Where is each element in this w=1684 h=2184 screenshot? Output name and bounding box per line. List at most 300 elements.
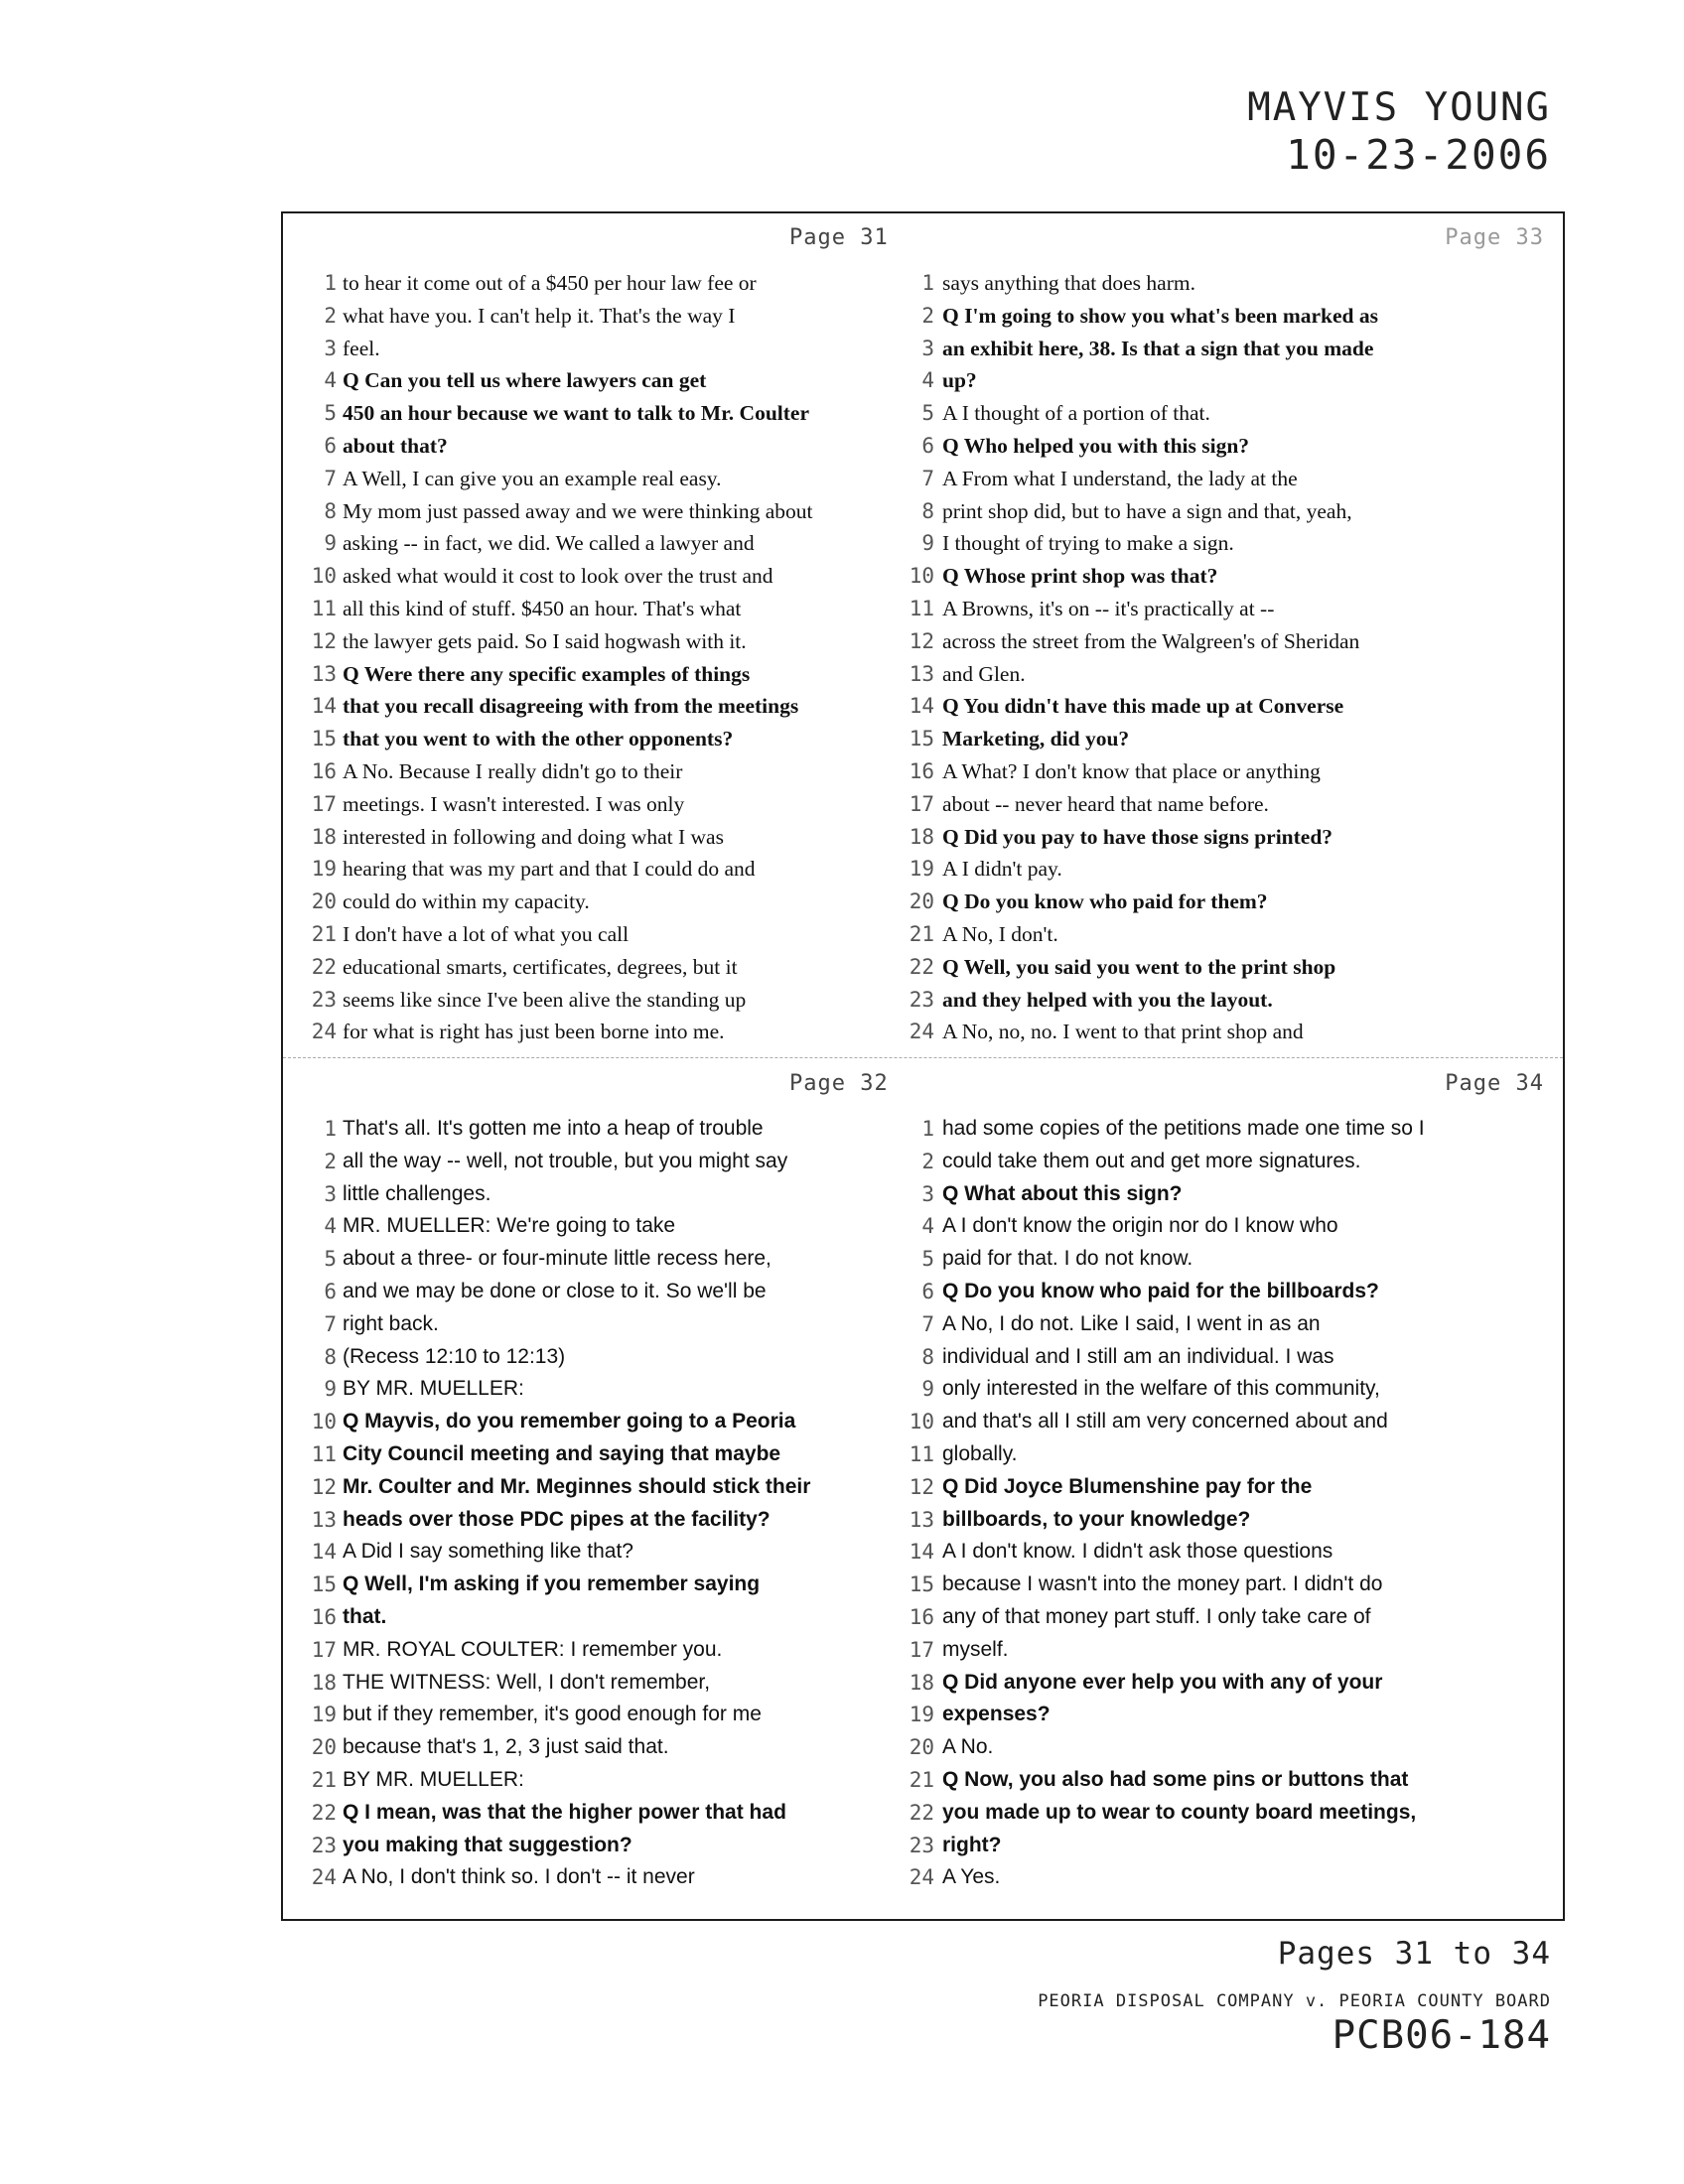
transcript-line <box>909 1601 1554 1634</box>
line-number: 16 <box>311 1604 337 1629</box>
transcript-line <box>283 1243 914 1276</box>
transcript-line <box>283 397 914 430</box>
line-text: that you went to with the other opponents? <box>343 727 734 751</box>
line-number: 2 <box>324 303 337 328</box>
line-text: all this kind of stuff. $450 an hour. That's what <box>343 596 742 620</box>
line-text: an exhibit here, 38. Is that a sign that you made <box>942 336 1374 360</box>
line-text: you made up to wear to county board meetings, <box>942 1800 1417 1824</box>
line-text: Q Well, I'm asking if you remember saying <box>343 1572 761 1596</box>
line-text: across the street from the Walgreen's of Sheridan <box>942 628 1360 653</box>
line-text: Marketing, did you? <box>942 727 1130 751</box>
line-number: 19 <box>311 857 337 882</box>
transcript-line <box>922 300 1554 333</box>
transcript-line <box>909 1471 1554 1504</box>
line-text: myself. <box>942 1637 1009 1661</box>
line-number: 14 <box>311 1540 337 1565</box>
line-number: 16 <box>311 758 337 783</box>
line-number: 24 <box>311 1865 337 1890</box>
line-number: 11 <box>909 1441 934 1466</box>
line-number: 17 <box>909 1637 934 1662</box>
line-text: and we may be done or close to it. So we'll be <box>343 1279 767 1302</box>
transcript-line <box>922 1243 1554 1276</box>
transcript-line <box>909 1569 1554 1601</box>
line-text: BY MR. MUELLER: <box>343 1767 524 1791</box>
transcript-line <box>283 364 914 397</box>
line-number: 15 <box>311 1572 337 1597</box>
transcript-line <box>909 1016 1554 1048</box>
transcript-line <box>283 1178 914 1211</box>
line-text: Q Well, you said you went to the print shop <box>942 954 1336 979</box>
line-text: I don't have a lot of what you call <box>343 921 630 946</box>
transcript-line <box>922 430 1554 463</box>
line-number: 8 <box>921 498 934 523</box>
line-number: 1 <box>324 1117 337 1141</box>
line-number: 11 <box>311 1441 337 1466</box>
line-number: 4 <box>324 1214 337 1239</box>
line-number: 20 <box>311 889 337 914</box>
line-text: individual and I still am an individual. I was <box>942 1344 1334 1368</box>
line-number: 2 <box>921 1149 934 1173</box>
line-text: billboards, to your knowledge? <box>942 1507 1251 1531</box>
transcript-line <box>283 430 914 463</box>
line-number: 10 <box>311 1410 337 1434</box>
line-text: (Recess 12:10 to 12:13) <box>343 1344 566 1368</box>
line-text: A From what I understand, the lady at the <box>942 466 1298 490</box>
line-text: Q Mayvis, do you remember going to a Peoria <box>343 1410 796 1433</box>
transcript-line <box>283 951 914 984</box>
line-text: A What? I don't know that place or anything <box>942 758 1321 783</box>
transcript-line <box>283 1373 914 1406</box>
transcript-line <box>922 527 1554 560</box>
line-number: 11 <box>909 596 934 620</box>
line-text: to hear it come out of a $450 per hour law fee or <box>343 271 757 295</box>
line-number: 14 <box>909 694 934 719</box>
line-number: 20 <box>909 889 934 914</box>
line-text: only interested in the welfare of this community, <box>942 1377 1380 1401</box>
transcript-line <box>283 788 914 821</box>
line-number: 10 <box>909 564 934 589</box>
line-number: 1 <box>324 271 337 295</box>
line-text: seems like since I've been alive the standing up <box>343 987 747 1012</box>
line-text: BY MR. MUELLER: <box>343 1377 524 1401</box>
deposition-date: 10-23-2006 <box>1286 131 1551 179</box>
page-label: Page 33 <box>1445 225 1544 250</box>
transcript-line <box>283 593 914 625</box>
line-number: 1 <box>921 1117 934 1141</box>
transcript-line <box>283 300 914 333</box>
transcript-line <box>283 1569 914 1601</box>
transcript-page-32 <box>283 1059 914 1903</box>
transcript-lines <box>283 1113 914 1894</box>
line-text: expenses? <box>942 1703 1051 1726</box>
line-text: could do within my capacity. <box>343 889 590 914</box>
transcript-line <box>922 1276 1554 1308</box>
transcript-line <box>922 1113 1554 1146</box>
line-text: Q Do you know who paid for them? <box>942 889 1268 914</box>
line-number: 10 <box>311 564 337 589</box>
transcript-lines <box>909 267 1554 1048</box>
line-text: paid for that. I do not know. <box>942 1247 1193 1271</box>
line-text: Q Did anyone ever help you with any of your <box>942 1670 1383 1694</box>
line-text: A No, I don't. <box>942 921 1058 946</box>
transcript-line <box>283 1667 914 1700</box>
line-number: 3 <box>324 336 337 360</box>
transcript-line <box>909 755 1554 788</box>
transcript-line <box>283 1308 914 1341</box>
line-number: 21 <box>909 1767 934 1792</box>
transcript-line <box>283 495 914 528</box>
line-number: 7 <box>921 466 934 490</box>
transcript-line <box>909 1406 1554 1438</box>
line-text: right back. <box>343 1311 439 1335</box>
transcript-line <box>283 625 914 658</box>
transcript-line <box>283 527 914 560</box>
line-number: 22 <box>311 1800 337 1825</box>
transcript-line <box>909 788 1554 821</box>
line-text: My mom just passed away and we were thinking about <box>343 498 813 523</box>
line-number: 6 <box>324 1279 337 1303</box>
line-text: THE WITNESS: Well, I don't remember, <box>343 1670 711 1694</box>
line-number: 16 <box>909 758 934 783</box>
transcript-line <box>909 886 1554 918</box>
transcript-line <box>909 1830 1554 1862</box>
transcript-line <box>283 821 914 854</box>
line-text: City Council meeting and saying that maybe <box>343 1441 781 1465</box>
line-number: 24 <box>311 1020 337 1044</box>
line-number: 24 <box>909 1865 934 1890</box>
line-number: 5 <box>921 401 934 426</box>
transcript-line <box>283 1113 914 1146</box>
line-number: 16 <box>909 1604 934 1629</box>
line-number: 22 <box>311 954 337 979</box>
page-label: Page 34 <box>1445 1071 1544 1096</box>
line-number: 14 <box>909 1540 934 1565</box>
transcript-line <box>283 1764 914 1797</box>
transcript-line <box>922 1373 1554 1406</box>
transcript-line <box>909 918 1554 951</box>
line-number: 6 <box>921 1279 934 1303</box>
line-number: 7 <box>324 1311 337 1336</box>
line-number: 17 <box>909 791 934 816</box>
transcript-line <box>909 690 1554 723</box>
line-number: 6 <box>921 433 934 458</box>
transcript-line <box>909 951 1554 984</box>
line-number: 21 <box>909 921 934 946</box>
line-number: 5 <box>324 1247 337 1272</box>
line-text: right? <box>942 1833 1002 1856</box>
transcript-line <box>283 1830 914 1862</box>
transcript-line <box>283 723 914 755</box>
line-text: A Well, I can give you an example real easy. <box>343 466 722 490</box>
line-number: 3 <box>921 336 934 360</box>
line-number: 10 <box>909 1410 934 1434</box>
transcript-line <box>283 1504 914 1537</box>
line-text: Mr. Coulter and Mr. Meginnes should stick their <box>343 1474 811 1498</box>
line-text: Q Do you know who paid for the billboards? <box>942 1279 1379 1302</box>
line-text: could take them out and get more signatures. <box>942 1149 1361 1172</box>
transcript-line <box>283 1406 914 1438</box>
line-number: 13 <box>909 1507 934 1532</box>
line-text: about a three- or four-minute little recess here, <box>343 1247 772 1271</box>
transcript-line <box>922 1146 1554 1178</box>
line-number: 4 <box>324 368 337 393</box>
transcript-line <box>922 1308 1554 1341</box>
line-text: Q Whose print shop was that? <box>942 564 1218 589</box>
line-text: Q Did you pay to have those signs printed? <box>942 824 1333 849</box>
line-number: 24 <box>909 1020 934 1044</box>
transcript-line <box>283 463 914 495</box>
line-number: 9 <box>324 1377 337 1402</box>
transcript-line <box>283 1699 914 1731</box>
line-text: 450 an hour because we want to talk to Mr. Coulter <box>343 401 809 426</box>
transcript-line <box>283 560 914 593</box>
line-number: 6 <box>324 433 337 458</box>
line-number: 3 <box>921 1181 934 1206</box>
line-text: had some copies of the petitions made one time so I <box>942 1117 1425 1140</box>
line-text: A No. Because I really didn't go to their <box>343 758 683 783</box>
line-number: 23 <box>909 1833 934 1857</box>
line-number: 20 <box>311 1735 337 1760</box>
transcript-line <box>922 397 1554 430</box>
line-number: 9 <box>324 531 337 556</box>
line-text: hearing that was my part and that I could do and <box>343 857 756 882</box>
transcript-line <box>283 1536 914 1569</box>
line-number: 23 <box>311 1833 337 1857</box>
transcript-page-34 <box>909 1059 1554 1903</box>
transcript-line <box>283 1861 914 1894</box>
line-text: because that's 1, 2, 3 just said that. <box>343 1735 669 1759</box>
line-text: any of that money part stuff. I only take care of <box>942 1604 1371 1628</box>
line-number: 13 <box>909 661 934 686</box>
line-number: 12 <box>909 1474 934 1499</box>
line-text: Q Were there any specific examples of things <box>343 661 751 686</box>
transcript-line <box>922 495 1554 528</box>
transcript-line <box>922 267 1554 300</box>
transcript-line <box>283 853 914 886</box>
line-number: 15 <box>909 727 934 751</box>
line-number: 9 <box>921 531 934 556</box>
transcript-line <box>909 723 1554 755</box>
line-number: 17 <box>311 1637 337 1662</box>
line-number: 8 <box>324 498 337 523</box>
line-text: Q Did Joyce Blumenshine pay for the <box>942 1474 1313 1498</box>
line-number: 8 <box>324 1344 337 1369</box>
line-text: the lawyer gets paid. So I said hogwash with it. <box>343 628 747 653</box>
transcript-lines <box>909 1113 1554 1894</box>
transcript-line <box>283 1341 914 1374</box>
transcript-line <box>909 625 1554 658</box>
line-text: Q What about this sign? <box>942 1181 1183 1205</box>
line-number: 11 <box>311 596 337 620</box>
line-number: 5 <box>921 1247 934 1272</box>
transcript-line <box>909 1504 1554 1537</box>
line-text: Q Who helped you with this sign? <box>942 433 1250 458</box>
line-number: 7 <box>324 466 337 490</box>
line-text: asking -- in fact, we did. We called a lawyer and <box>343 531 755 556</box>
line-number: 12 <box>311 1474 337 1499</box>
transcript-line <box>909 1536 1554 1569</box>
line-number: 12 <box>311 628 337 653</box>
line-text: you making that suggestion? <box>343 1833 632 1856</box>
line-text: Q I'm going to show you what's been marked as <box>942 303 1379 328</box>
line-number: 18 <box>909 824 934 849</box>
transcript-line <box>283 1731 914 1764</box>
transcript-line <box>909 1764 1554 1797</box>
line-text: says anything that does harm. <box>942 271 1195 295</box>
line-number: 23 <box>311 987 337 1012</box>
transcript-line <box>283 886 914 918</box>
transcript-line <box>283 1276 914 1308</box>
transcript-line <box>922 333 1554 365</box>
line-text: globally. <box>942 1441 1018 1465</box>
transcript-line <box>922 463 1554 495</box>
line-text: A I didn't pay. <box>942 857 1062 882</box>
line-number: 21 <box>311 1767 337 1792</box>
line-text: Q Now, you also had some pins or buttons that <box>942 1767 1409 1791</box>
line-text: Q You didn't have this made up at Converse <box>942 694 1344 719</box>
quadrant-divider <box>283 1057 1563 1058</box>
line-number: 23 <box>909 987 934 1012</box>
line-text: little challenges. <box>343 1181 491 1205</box>
line-number: 1 <box>921 271 934 295</box>
line-text: MR. MUELLER: We're going to take <box>343 1214 676 1238</box>
line-text: Q Can you tell us where lawyers can get <box>343 368 707 393</box>
line-text: and they helped with you the layout. <box>942 987 1273 1012</box>
line-text: A Browns, it's on -- it's practically at -- <box>942 596 1275 620</box>
transcript-line <box>909 984 1554 1017</box>
line-text: A I thought of a portion of that. <box>942 401 1210 426</box>
line-text: A Did I say something like that? <box>343 1540 633 1564</box>
transcript-line <box>283 1016 914 1048</box>
transcript-line <box>283 658 914 691</box>
transcript-line <box>283 1146 914 1178</box>
transcript-line <box>909 1731 1554 1764</box>
line-text: educational smarts, certificates, degrees, but it <box>343 954 738 979</box>
line-text: A No, I don't think so. I don't -- it never <box>343 1865 695 1889</box>
transcript-line <box>283 1471 914 1504</box>
transcript-line <box>283 333 914 365</box>
transcript-line <box>283 1601 914 1634</box>
transcript-line <box>909 593 1554 625</box>
pages-range: Pages 31 to 34 <box>1277 1936 1551 1972</box>
line-number: 14 <box>311 694 337 719</box>
line-number: 3 <box>324 1181 337 1206</box>
line-text: about that? <box>343 433 448 458</box>
line-text: feel. <box>343 336 380 360</box>
line-number: 15 <box>311 727 337 751</box>
line-text: A I don't know the origin nor do I know who <box>942 1214 1338 1238</box>
line-number: 19 <box>909 857 934 882</box>
line-number: 15 <box>909 1572 934 1597</box>
line-text: all the way -- well, not trouble, but you might say <box>343 1149 788 1172</box>
line-text: interested in following and doing what I was <box>343 824 724 849</box>
line-text: heads over those PDC pipes at the facility? <box>343 1507 771 1531</box>
line-text: MR. ROYAL COULTER: I remember you. <box>343 1637 723 1661</box>
transcript-line <box>909 1797 1554 1830</box>
line-text: asked what would it cost to look over the trust and <box>343 564 773 589</box>
line-number: 18 <box>909 1670 934 1695</box>
transcript-line <box>283 1797 914 1830</box>
page-label: Page 31 <box>789 225 889 250</box>
line-number: 9 <box>921 1377 934 1402</box>
transcript-line <box>909 1699 1554 1731</box>
line-text: A I don't know. I didn't ask those questions <box>942 1540 1333 1564</box>
transcript-page-33 <box>909 213 1554 1057</box>
case-number: PCB06-184 <box>1332 2013 1551 2058</box>
transcript-line <box>909 560 1554 593</box>
line-text: I thought of trying to make a sign. <box>942 531 1234 556</box>
line-text: but if they remember, it's good enough for me <box>343 1703 762 1726</box>
line-text: about -- never heard that name before. <box>942 791 1269 816</box>
line-number: 21 <box>311 921 337 946</box>
case-caption: PEORIA DISPOSAL COMPANY v. PEORIA COUNTY BOARD <box>1038 1991 1551 2011</box>
transcript-line <box>283 984 914 1017</box>
line-text: A Yes. <box>942 1865 1001 1889</box>
transcript-line <box>922 1178 1554 1211</box>
line-number: 19 <box>909 1703 934 1727</box>
line-text: A No, I do not. Like I said, I went in as an <box>942 1311 1321 1335</box>
line-text: that. <box>343 1604 387 1628</box>
transcript-line <box>283 1634 914 1667</box>
transcript-line <box>283 690 914 723</box>
transcript-lines <box>283 267 914 1048</box>
line-text: and Glen. <box>942 661 1026 686</box>
line-text: print shop did, but to have a sign and that, yeah, <box>942 498 1352 523</box>
transcript-line <box>283 267 914 300</box>
transcript-line <box>909 1667 1554 1700</box>
transcript-line <box>922 1341 1554 1374</box>
transcript-line <box>909 1861 1554 1894</box>
line-number: 4 <box>921 1214 934 1239</box>
transcript-line <box>909 1634 1554 1667</box>
transcript-line <box>922 1210 1554 1243</box>
transcript-line <box>283 1210 914 1243</box>
line-text: what have you. I can't help it. That's the way I <box>343 303 736 328</box>
transcript-line <box>909 853 1554 886</box>
line-number: 19 <box>311 1703 337 1727</box>
line-number: 17 <box>311 791 337 816</box>
line-text: up? <box>942 368 977 393</box>
transcript-page-31 <box>283 213 914 1057</box>
line-number: 13 <box>311 661 337 686</box>
transcript-line <box>909 1438 1554 1471</box>
line-text: because I wasn't into the money part. I didn't do <box>942 1572 1383 1596</box>
line-number: 22 <box>909 954 934 979</box>
line-number: 5 <box>324 401 337 426</box>
transcript-line <box>909 821 1554 854</box>
line-number: 18 <box>311 824 337 849</box>
line-text: for what is right has just been borne into me. <box>343 1020 725 1044</box>
transcript-line <box>283 755 914 788</box>
transcript-line <box>283 1438 914 1471</box>
transcript-line <box>909 658 1554 691</box>
line-text: That's all. It's gotten me into a heap of trouble <box>343 1117 764 1140</box>
line-text: Q I mean, was that the higher power that had <box>343 1800 786 1824</box>
line-number: 7 <box>921 1311 934 1336</box>
line-number: 13 <box>311 1507 337 1532</box>
deponent-name: MAYVIS YOUNG <box>1247 85 1551 130</box>
transcript-frame <box>281 211 1565 1921</box>
line-number: 4 <box>921 368 934 393</box>
line-number: 22 <box>909 1800 934 1825</box>
line-number: 18 <box>311 1670 337 1695</box>
line-text: and that's all I still am very concerned about and <box>942 1410 1388 1433</box>
page-label: Page 32 <box>789 1071 889 1096</box>
line-number: 2 <box>921 303 934 328</box>
line-text: that you recall disagreeing with from the meetings <box>343 694 799 719</box>
line-number: 2 <box>324 1149 337 1173</box>
transcript-line <box>283 918 914 951</box>
